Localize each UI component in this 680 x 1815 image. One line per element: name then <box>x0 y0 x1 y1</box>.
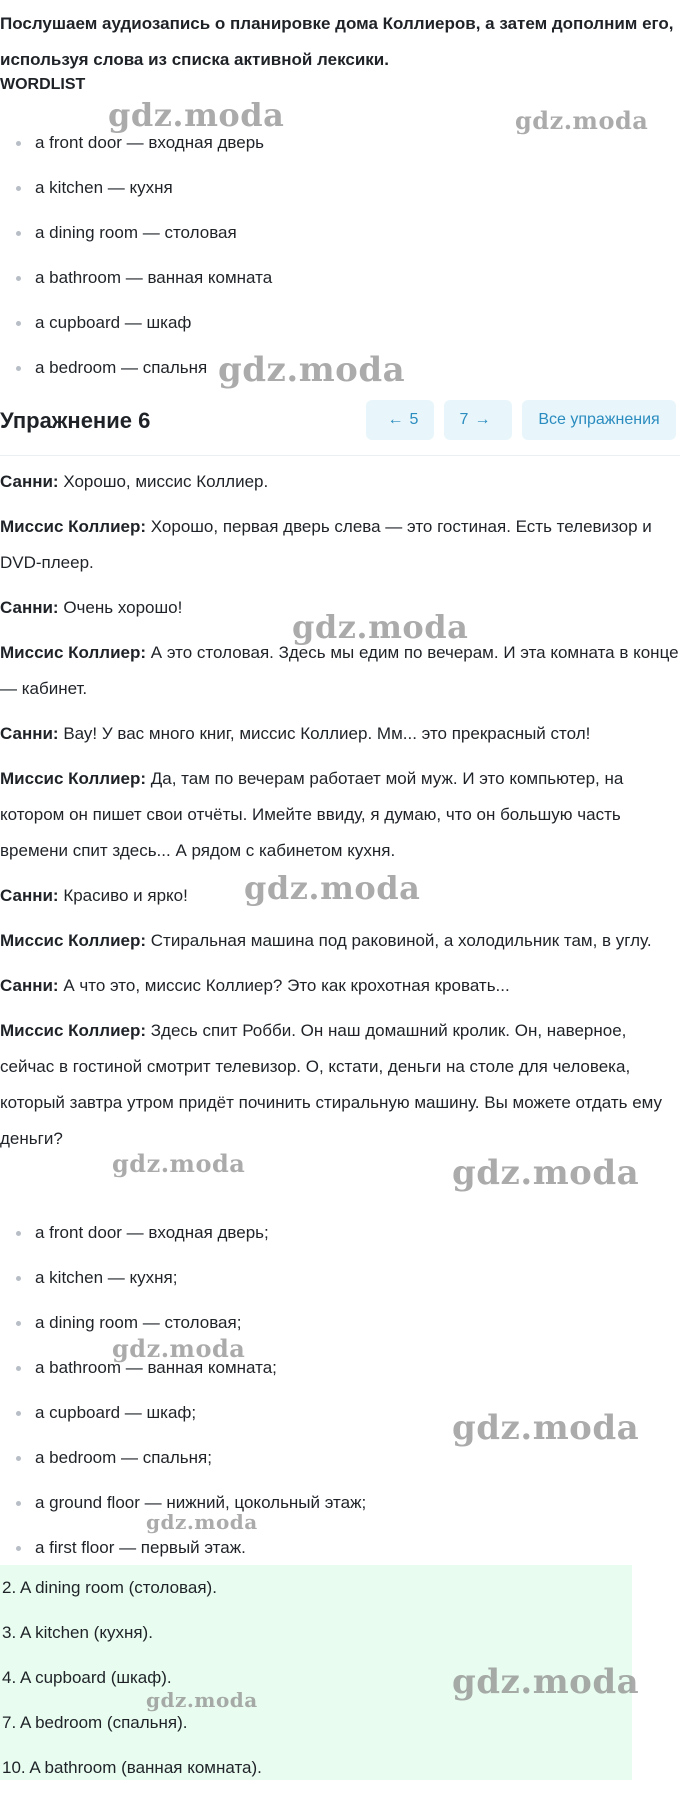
line-text: А что это, миссис Коллиер? Это как крохотная кровать... <box>58 976 510 995</box>
dialogue-line <box>0 761 680 869</box>
watermark: gdz.moda <box>146 1510 258 1534</box>
list-item: a bedroom — спальня <box>0 345 272 390</box>
dialogue-line <box>0 509 680 581</box>
intro-text: Послушаем аудиозапись о планировке дома Коллиеров, а затем дополним его, используя слова из списка активной лексики. <box>0 14 674 69</box>
dialogue-line <box>0 590 680 626</box>
dialogue-line <box>0 923 680 959</box>
answer-item: 4. A cupboard (шкаф). <box>2 1668 172 1687</box>
speaker: Санни: <box>0 976 59 995</box>
watermark: gdz.moda <box>292 608 469 646</box>
line-text: Хорошо, первая дверь слева — это гостиная. Есть телевизор и DVD-плеер. <box>0 517 652 572</box>
divider <box>0 455 680 456</box>
watermark: gdz.moda <box>112 1334 246 1363</box>
list-item: a kitchen — кухня; <box>0 1255 366 1300</box>
answer-item: 2. A dining room (столовая). <box>2 1578 217 1597</box>
answer-item: 7. A bedroom (спальня). <box>2 1713 188 1732</box>
watermark: gdz.moda <box>218 350 406 390</box>
dialogue-line <box>0 635 680 707</box>
next-exercise-label: 7 <box>459 411 469 428</box>
list-item: a front door — входная дверь; <box>0 1210 366 1255</box>
dialogue-line <box>0 716 680 752</box>
page-title: Упражнение 6 <box>0 408 151 433</box>
next-exercise-button[interactable] <box>444 400 512 440</box>
list-item: a bathroom — ванная комната <box>0 255 272 300</box>
speaker: Санни: <box>0 598 59 617</box>
speaker: Санни: <box>0 724 59 743</box>
list-item: a ground floor — нижний, цокольный этаж; <box>0 1480 366 1525</box>
speaker: Миссис Коллиер: <box>0 517 147 536</box>
watermark: gdz.moda <box>452 1153 640 1193</box>
list-item: a front door — входная дверь <box>0 120 272 165</box>
arrow-left-icon: ← <box>387 411 404 428</box>
list-item: a cupboard — шкаф <box>0 300 272 345</box>
prev-exercise-button[interactable] <box>366 400 434 440</box>
list-item: a cupboard — шкаф; <box>0 1390 366 1435</box>
line-text: Да, там по вечерам работает мой муж. И это компьютер, на котором он пишет свои отчёты. Имейте ввиду, я думаю, что он большую часть времени спит здесь... А рядом с кабинетом кухня. <box>0 769 624 860</box>
prev-exercise-label: 5 <box>409 411 419 428</box>
speaker: Миссис Коллиер: <box>0 643 147 662</box>
line-text: Хорошо, миссис Коллиер. <box>58 472 269 491</box>
speaker: Миссис Коллиер: <box>0 1021 147 1040</box>
watermark: gdz.moda <box>146 1688 258 1712</box>
list-item: a dining room — столовая <box>0 210 272 255</box>
answer-item: 10. A bathroom (ванная комната). <box>2 1758 262 1777</box>
speaker: Санни: <box>0 886 59 905</box>
answers-block <box>0 1565 632 1780</box>
dialogue <box>0 464 680 1166</box>
speaker: Миссис Коллиер: <box>0 931 147 950</box>
all-exercises-button[interactable]: Все упражнения <box>522 400 676 440</box>
dialogue-line <box>0 1013 680 1157</box>
vocab-list <box>0 1210 366 1570</box>
line-text: А это столовая. Здесь мы едим по вечерам. И эта комната в конце — кабинет. <box>0 643 679 698</box>
list-item: a first floor — первый этаж. <box>0 1525 366 1570</box>
wordlist <box>0 120 272 390</box>
line-text: Красиво и ярко! <box>58 886 188 905</box>
dialogue-line <box>0 878 680 914</box>
list-item: a bedroom — спальня; <box>0 1435 366 1480</box>
watermark: gdz.moda <box>452 1662 640 1702</box>
watermark: gdz.moda <box>244 869 421 907</box>
list-item: a bathroom — ванная комната; <box>0 1345 366 1390</box>
dialogue-line <box>0 464 680 500</box>
watermark: gdz.moda <box>515 106 649 135</box>
watermark: gdz.moda <box>108 96 285 134</box>
exercise-header <box>0 396 680 446</box>
watermark: gdz.moda <box>112 1149 246 1178</box>
speaker: Санни: <box>0 472 59 491</box>
dialogue-line <box>0 968 680 1004</box>
line-text: Стиральная машина под раковиной, а холодильник там, в углу. <box>146 931 652 950</box>
wordlist-title: WORDLIST <box>0 76 86 93</box>
line-text: Очень хорошо! <box>58 598 183 617</box>
arrow-right-icon: → <box>474 411 491 428</box>
speaker: Миссис Коллиер: <box>0 769 147 788</box>
line-text: Здесь спит Робби. Он наш домашний кролик. Он, наверное, сейчас в гостиной смотрит телевизор. О, кстати, деньги на столе для человека, который завтра утром придёт починить стиральную машину. Вы можете отдать ему деньги? <box>0 1021 663 1148</box>
answer-item: 3. A kitchen (кухня). <box>2 1623 153 1642</box>
watermark: gdz.moda <box>452 1408 640 1448</box>
list-item: a kitchen — кухня <box>0 165 272 210</box>
line-text: Вау! У вас много книг, миссис Коллиер. Мм... это прекрасный стол! <box>58 724 591 743</box>
list-item: a dining room — столовая; <box>0 1300 366 1345</box>
